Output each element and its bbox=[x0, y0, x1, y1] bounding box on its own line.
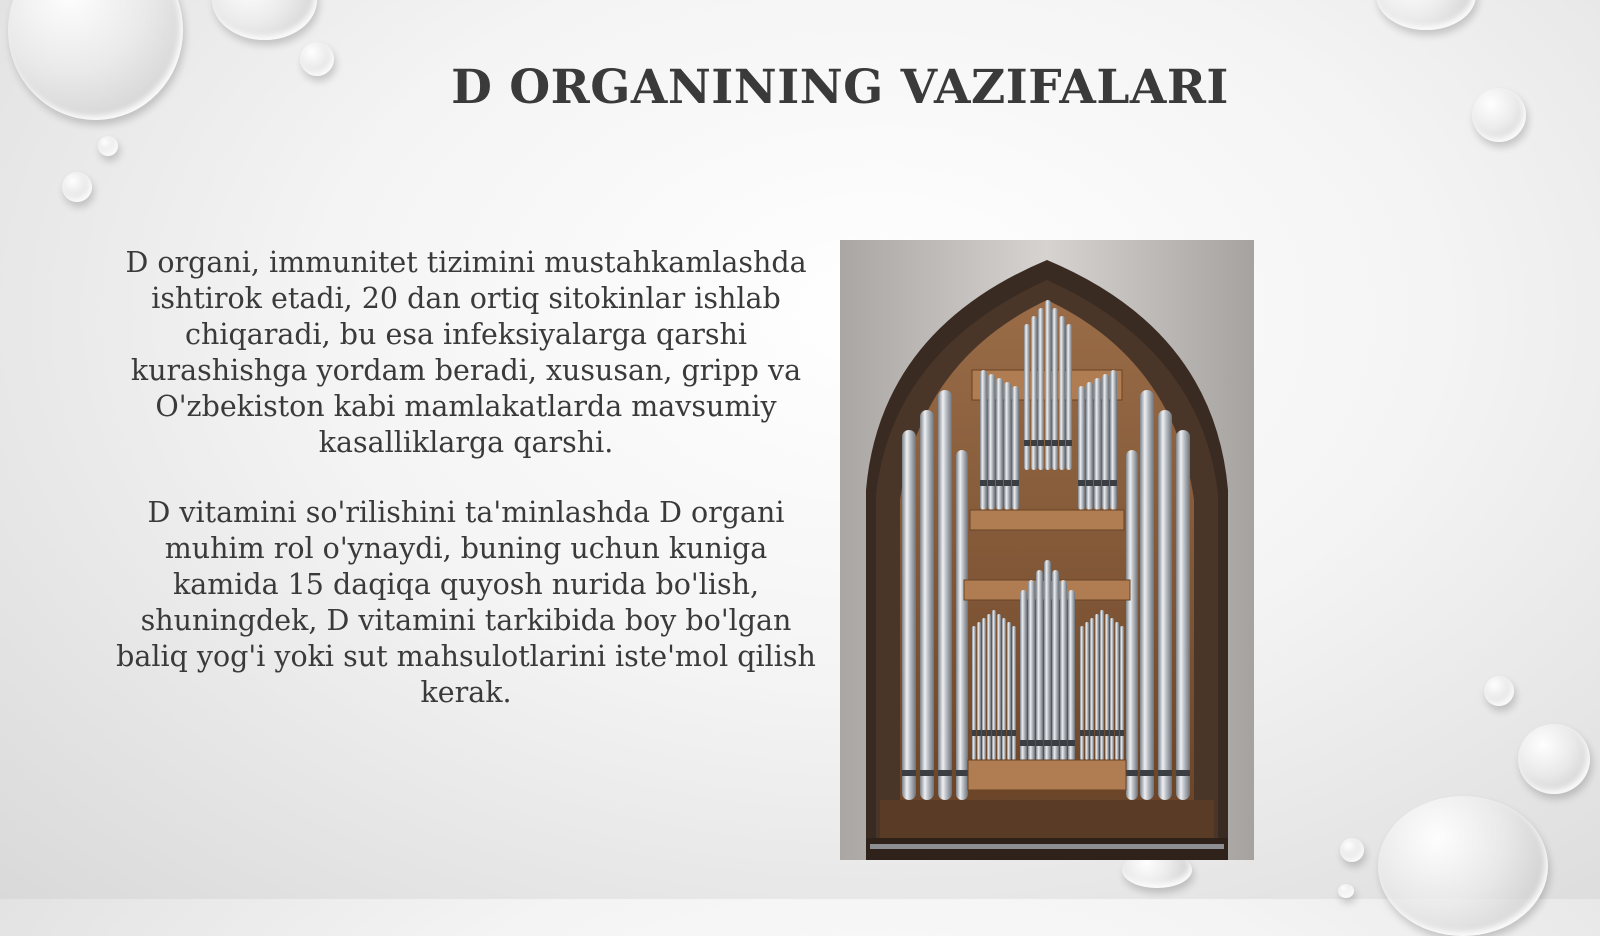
water-drop-decoration bbox=[62, 172, 92, 202]
water-drop-decoration bbox=[1376, 0, 1476, 30]
water-drop-decoration bbox=[98, 136, 118, 156]
water-drop-decoration bbox=[1340, 838, 1364, 862]
slide-body bbox=[110, 245, 822, 745]
paragraph-vitamin-absorption: D vitamini so'rilishini ta'minlashda D organi muhim rol o'ynaydi, buning uchun kuniga kamida 15 daqiqa quyosh nurida bo'lish, shuningdek, D vitamini tarkibida boy bo'lgan baliq yog'i yoki sut mahsulotlarini iste'mol qilish kerak. bbox=[116, 496, 816, 709]
slide-title: D ORGANINING VAZIFALARI bbox=[451, 60, 1229, 115]
water-drop-decoration bbox=[1484, 676, 1514, 706]
water-drop-decoration bbox=[1338, 884, 1354, 898]
pipe-organ-photo bbox=[840, 240, 1254, 860]
water-drop-decoration bbox=[212, 0, 317, 40]
water-drop-decoration bbox=[1378, 796, 1548, 936]
water-drop-decoration bbox=[1518, 724, 1590, 794]
paragraph-immune-function: D organi, immunitet tizimini mustahkamlashda ishtirok etadi, 20 dan ortiq sitokinlar ishlab chiqaradi, bu esa infeksiyalarga qarshi kurashishga yordam beradi, xususan, gripp va O'zbekiston kabi mamlakatlarda mavsumiy kasalliklarga qarshi. bbox=[125, 246, 807, 459]
